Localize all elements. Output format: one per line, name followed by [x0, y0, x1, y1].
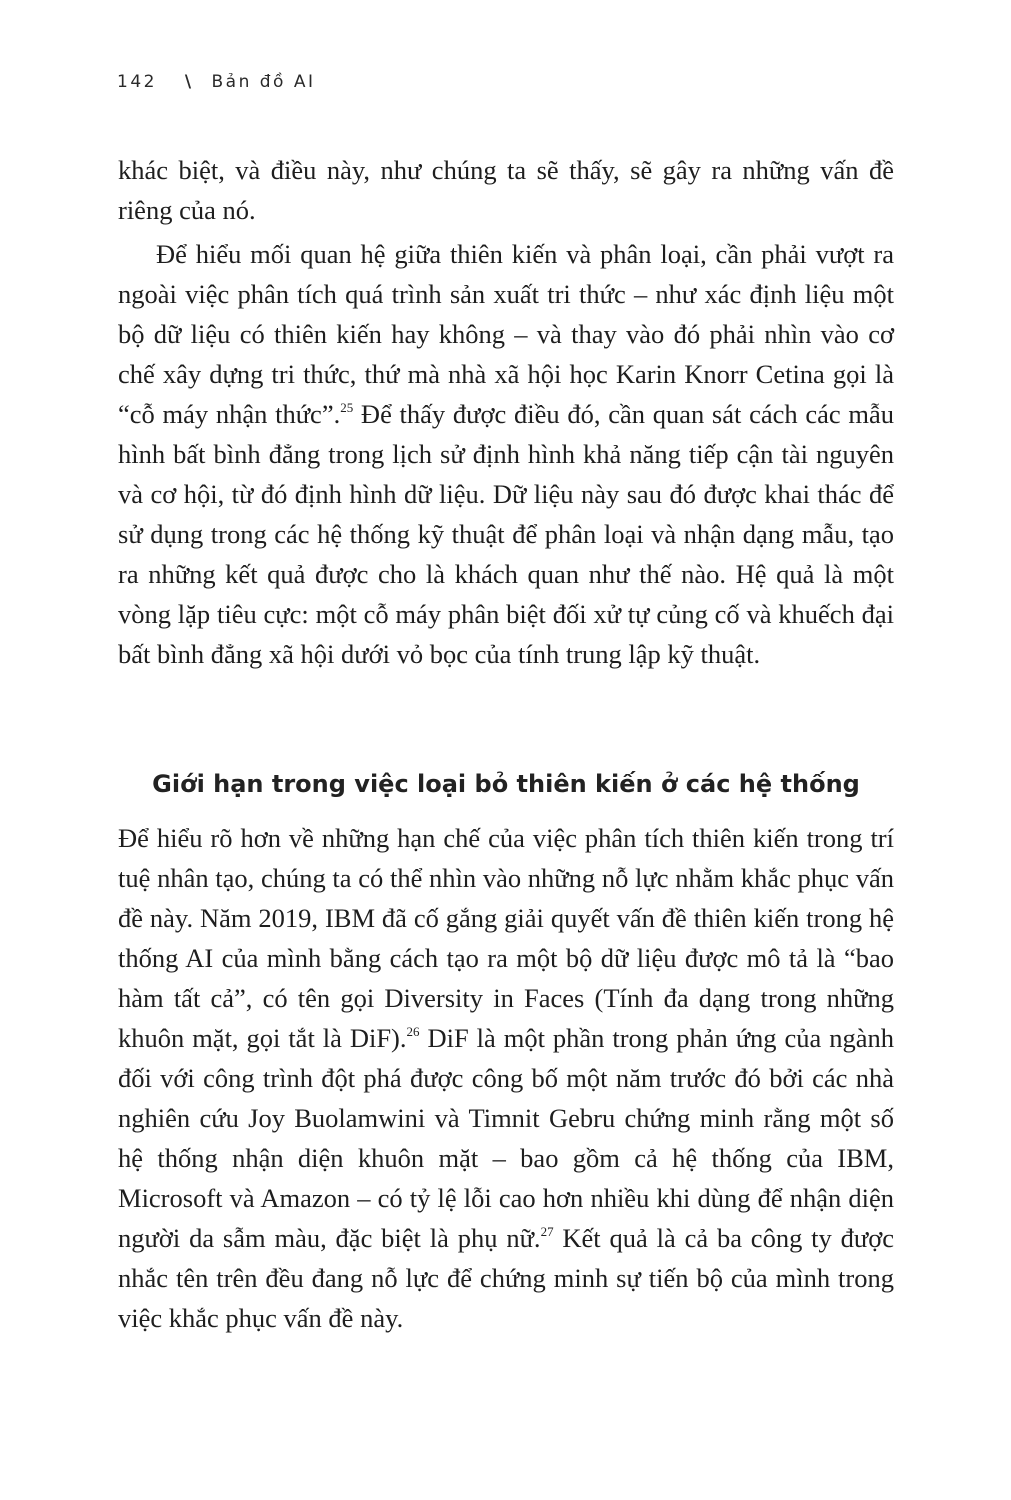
book-title: Bản đồ AI	[211, 72, 316, 92]
paragraph-ibm-dif	[118, 818, 894, 1338]
running-header	[117, 72, 315, 92]
section-heading: Giới hạn trong việc loại bỏ thiên kiến ở các hệ thống	[152, 770, 860, 798]
footnote-marker: 25	[340, 400, 354, 415]
footnote-marker: 27	[540, 1224, 554, 1239]
paragraph-text-part: Để thấy được điều đó, cần quan sát cách các mẫu hình bất bình đẳng trong lịch sử định hình khả năng tiếp cận tài nguyên và cơ hội, từ đó định hình dữ liệu. Dữ liệu này sau đó được khai thác để sử dụng trong các hệ thống kỹ thuật để phân loại và nhận dạng mẫu, tạo ra những kết quả được cho là khách quan như thế nào. Hệ quả là một vòng lặp tiêu cực: một cỗ máy phân biệt đối xử tự củng cố và khuếch đại bất bình đẳng xã hội dưới vỏ bọc của tính trung lập kỹ thuật.	[118, 399, 894, 669]
paragraph-text-part: Để hiểu mối quan hệ giữa thiên kiến và phân loại, cần phải vượt ra ngoài việc phân tích quá trình sản xuất tri thức – như xác định liệu một bộ dữ liệu có thiên kiến hay không – và thay vào đó phải nhìn vào cơ chế xây dựng tri thức, thứ mà nhà xã hội học Karin Knorr Cetina gọi là “cỗ máy nhận thức”.	[118, 239, 894, 429]
page-number: 142	[117, 72, 157, 92]
paragraph-text	[118, 818, 894, 1338]
footnote-marker: 26	[406, 1024, 420, 1039]
paragraph-text-part: DiF là một phần trong phản ứng của ngành đối với công trình đột phá được công bố một năm trước đó bởi các nhà nghiên cứu Joy Buolamwini và Timnit Gebru chứng minh rằng một số hệ thống nhận diện khuôn mặt – bao gồm cả hệ thống của IBM, Microsoft và Amazon – có tỷ lệ lỗi cao hơn nhiều khi dùng để nhận diện người da sẫm màu, đặc biệt là phụ nữ.	[118, 1023, 894, 1253]
paragraph-text-part: Kết quả là cả ba công ty được nhắc tên trên đều đang nỗ lực để chứng minh sự tiến bộ của mình trong việc khắc phục vấn đề này.	[118, 1223, 895, 1333]
paragraph-text	[118, 234, 894, 674]
paragraph-text: khác biệt, và điều này, như chúng ta sẽ thấy, sẽ gây ra những vấn đề riêng của nó.	[118, 155, 894, 225]
paragraph-text-part: Để hiểu rõ hơn về những hạn chế của việc phân tích thiên kiến trong trí tuệ nhân tạo, chúng ta có thể nhìn vào những nỗ lực nhằm khắc phục vấn đề này. Năm 2019, IBM đã cố gắng giải quyết vấn đề thiên kiến trong hệ thống AI của mình bằng cách tạo ra một bộ dữ liệu được mô tả là “bao hàm tất cả”, có tên gọi Diversity in Faces (Tính đa dạng trong những khuôn mặt, gọi tắt là DiF).	[118, 823, 894, 1053]
paragraph-continuation	[118, 150, 894, 230]
header-separator: \	[184, 72, 194, 92]
paragraph-bias-classification	[118, 234, 894, 674]
